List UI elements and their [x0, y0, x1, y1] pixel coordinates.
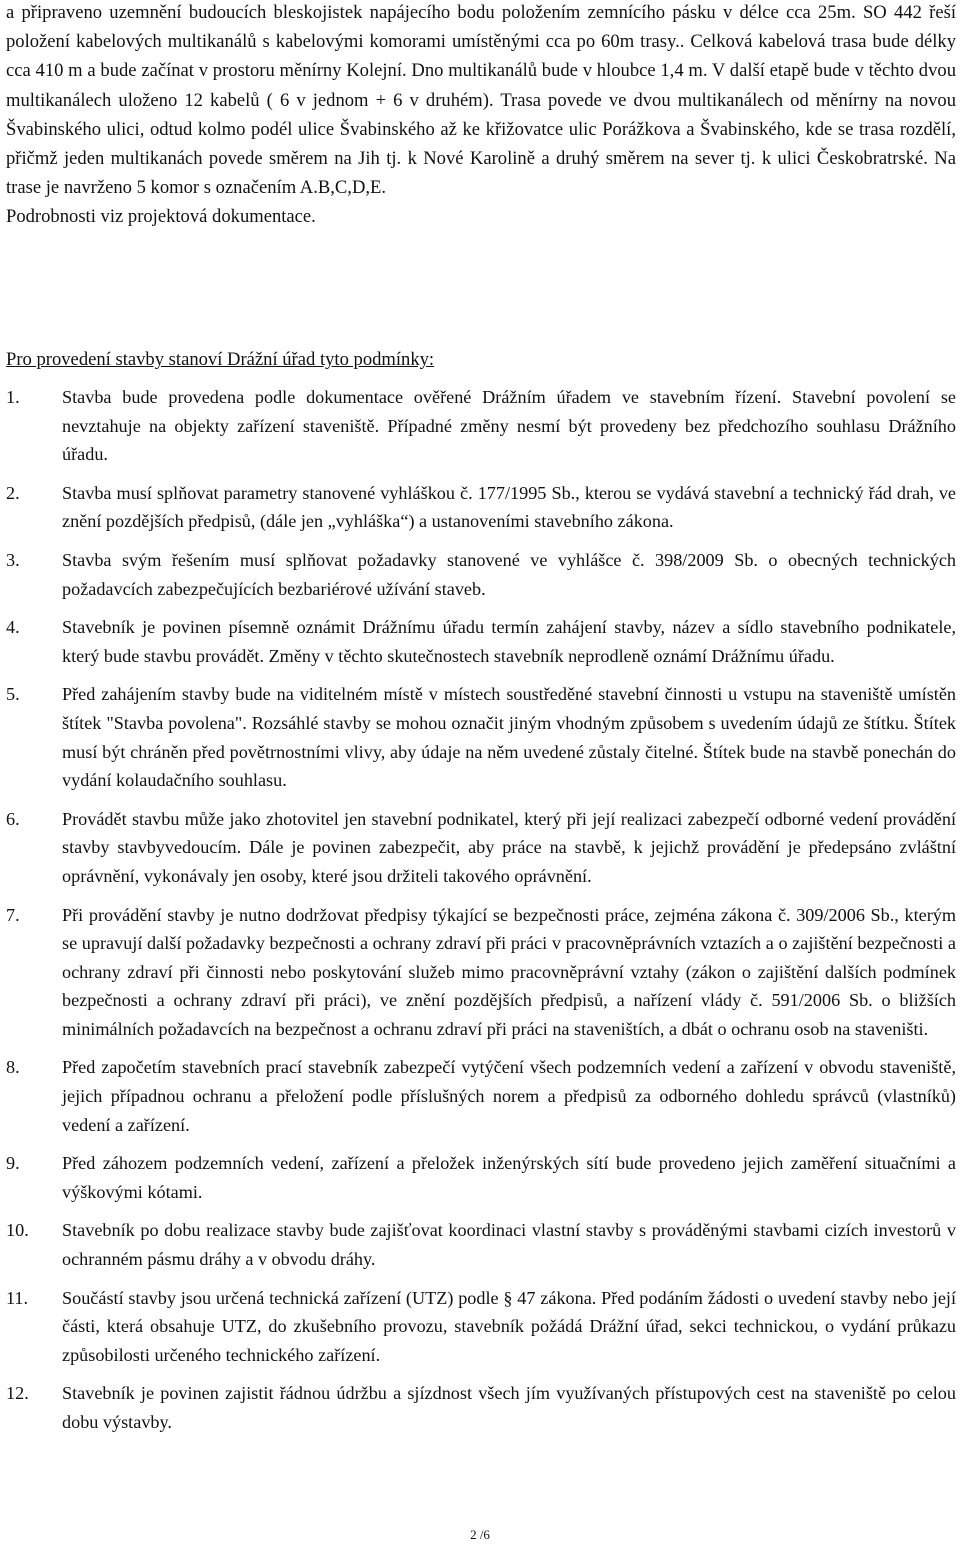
condition-item — [6, 1216, 956, 1273]
condition-number: 9. — [6, 1153, 20, 1174]
condition-text: Před záhozem podzemních vedení, zařízení a přeložek inženýrských sítí bude provedeno jejich zaměření situačními a výškovými kótami. — [62, 1153, 956, 1202]
condition-text: Před zahájením stavby bude na viditelném místě v místech soustředěné stavební činnosti u vstupu na staveniště umístěn štítek "Stavba povolena". Rozsáhlé stavby se mohou označit jiným vhodným způsobem s uvedením údajů ze štítku. Štítek musí být chráněn před povětrnostními vlivy, aby údaje na něm uvedené zůstaly čitelné. Štítek bude na stavbě ponechán do vydání kolaudačního souhlasu. — [62, 684, 956, 791]
intro-reference: Podrobnosti viz projektová dokumentace. — [6, 206, 316, 228]
condition-item — [6, 383, 956, 469]
page-number: 2 /6 — [470, 1527, 490, 1542]
condition-text: Stavebník je povinen písemně oznámit Drážnímu úřadu termín zahájení stavby, název a sídlo stavebního podnikatele, který bude stavbu provádět. Změny v těchto skutečnostech stavebník neprodleně oznámí Drážnímu úřadu. — [62, 617, 956, 666]
condition-number: 1. — [6, 387, 20, 407]
condition-number: 2. — [6, 482, 20, 503]
condition-number: 4. — [6, 617, 20, 638]
conditions-list — [6, 383, 956, 1447]
condition-number: 7. — [6, 904, 20, 925]
condition-item — [6, 680, 956, 794]
condition-item — [6, 613, 956, 670]
condition-number: 12. — [6, 1383, 29, 1404]
condition-text: Provádět stavbu může jako zhotovitel jen stavební podnikatel, který při její realizaci zabezpečí odborné vedení provádění stavby stavbyvedoucím. Dále je povinen zabezpečit, aby práce na stavbě, k jejichž provádění je předepsáno zvláštní oprávnění, vykonávaly jen osoby, které jsou držiteli takového oprávnění. — [62, 808, 956, 886]
intro-section — [6, 0, 956, 232]
condition-item — [6, 901, 956, 1044]
condition-text: Stavba musí splňovat parametry stanovené vyhláškou č. 177/1995 Sb., kterou se vydává stavební a technický řád drah, ve znění pozdějších předpisů, (dále jen „vyhláška“) a ustanoveními stavebního zákona. — [62, 482, 956, 532]
condition-number: 5. — [6, 684, 20, 705]
condition-item — [6, 805, 956, 891]
condition-number: 11. — [6, 1287, 29, 1308]
condition-text: Před započetím stavebních prací stavebník zabezpečí vytýčení všech podzemních vedení a zařízení v obvodu staveniště, jejich případnou ochranu a přeložení podle příslušných norem a předpisů za odborného dohledu správců (vlastníků) vedení a zařízení. — [62, 1057, 956, 1135]
condition-text: Součástí stavby jsou určená technická zařízení (UTZ) podle § 47 zákona. Před podáním žádosti o uvedení stavby nebo její části, která obsahuje UTZ, do zkušebního provozu, stavebník požádá Drážní úřad, sekci technickou, o vydání průkazu způsobilosti určeného technického zařízení. — [62, 1287, 956, 1365]
condition-number: 6. — [6, 808, 20, 829]
condition-item — [6, 1149, 956, 1206]
condition-item — [6, 479, 956, 536]
conditions-heading: Pro provedení stavby stanoví Drážní úřad tyto podmínky: — [6, 349, 435, 370]
page-footer — [0, 1527, 960, 1543]
condition-item — [6, 546, 956, 603]
condition-text: Stavebník po dobu realizace stavby bude zajišťovat koordinaci vlastní stavby s prováděnými stavbami cizích investorů v ochranném pásmu dráhy a v obvodu dráhy. — [62, 1220, 956, 1270]
condition-item — [6, 1379, 956, 1436]
condition-number: 8. — [6, 1057, 20, 1078]
condition-item — [6, 1284, 956, 1370]
condition-number: 3. — [6, 549, 20, 570]
intro-paragraph: a připraveno uzemnění budoucích bleskojistek napájecího bodu položením zemnícího pásku v délce cca 25m. SO 442 řeší položení kabelových multikanálů s kabelovými komorami umístěnými cca po 60m trasy.. Celková kabelová trasa bude délky cca 410 m a bude začínat v prostoru měnírny Kolejní. Dno multikanálů bude v hloubce 1,4 m. V další etapě bude v těchto dvou multikanálech uloženo 12 kabelů ( 6 v jednom + 6 v druhém). Trasa povede ve dvou multikanálech od měnírny na novou Švabinského ulici, odtud kolmo podél ulice Švabinského až ke křižovatce ulic Porážkova a Švabinského, kde se trasa rozdělí, přičmž jeden multikanách povede směrem na Jih tj. k Nové Karolině a druhý směrem na sever tj. k ulici Českobratrské. Na trase je navrženo 5 komor s označením A.B,C,D,E. — [6, 2, 956, 199]
condition-text: Při provádění stavby je nutno dodržovat předpisy týkající se bezpečnosti práce, zejména zákona č. 309/2006 Sb., kterým se upravují další požadavky bezpečnosti a ochrany zdraví při práci v pracovněprávních vztazích a o zajištění bezpečnosti a ochrany zdraví při činnosti nebo poskytování služeb mimo pracovněprávní vztahy (zákon o zajištění dalších podmínek bezpečnosti a ochrany zdraví při práci), ve znění pozdějších předpisů, a nařízení vlády č. 591/2006 Sb. o bližších minimálních požadavcích na bezpečnost a ochranu zdraví při práci na staveništích, a dbát o ochranu osob na staveništi. — [62, 904, 956, 1039]
condition-item — [6, 1053, 956, 1139]
condition-number: 10. — [6, 1220, 29, 1241]
condition-text: Stavebník je povinen zajistit řádnou údržbu a sjízdnost všech jím využívaných přístupových cest na staveniště po celou dobu výstavby. — [62, 1383, 956, 1432]
condition-text: Stavba bude provedena podle dokumentace ověřené Drážním úřadem ve stavebním řízení. Stavební povolení se nevztahuje na objekty zařízení staveniště. Případné změny nesmí být provedeny bez předchozího souhlasu Drážního úřadu. — [62, 387, 956, 465]
condition-text: Stavba svým řešením musí splňovat požadavky stanovené ve vyhlášce č. 398/2009 Sb. o obecných technických požadavcích zabezpečujících bezbariérové užívání staveb. — [62, 549, 956, 599]
